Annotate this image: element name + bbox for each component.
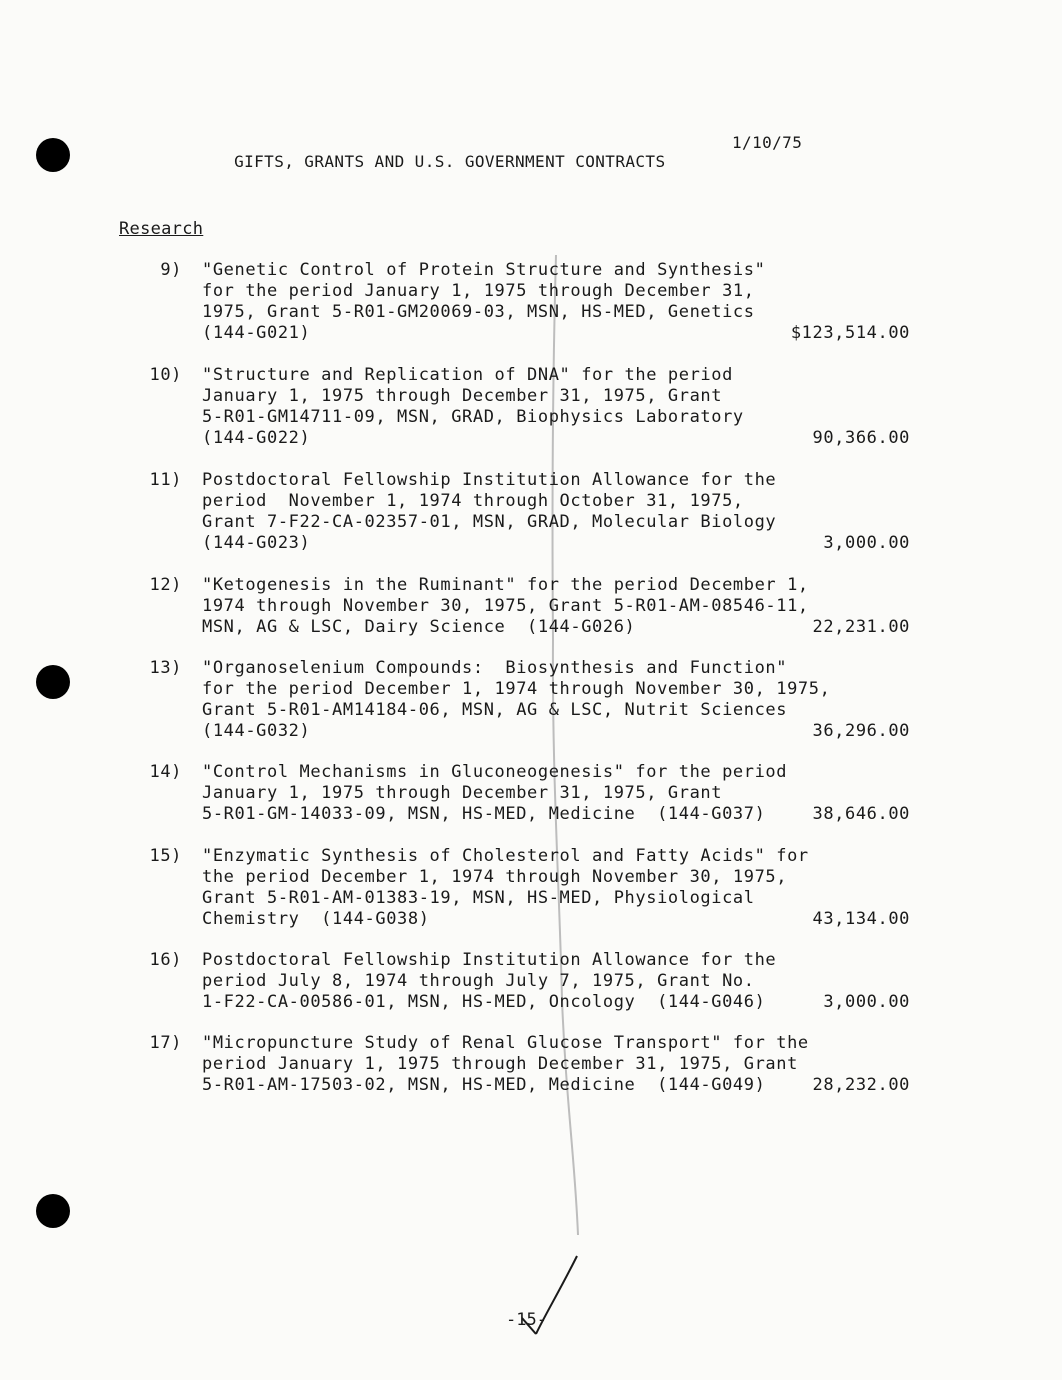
entry-amount: $123,514.00 xyxy=(790,323,910,343)
page-number: -15- xyxy=(506,1310,547,1330)
entry-description: Postdoctoral Fellowship Institution Allowance for the period November 1, 1974 through October 31, 1975, Grant 7-F22-CA-02357-01, MSN, GRAD, Molecular Biology (144-G023) xyxy=(202,470,777,553)
entry-number: 9) xyxy=(160,260,182,280)
entry-description: "Structure and Replication of DNA" for the period January 1, 1975 through December 31, 1975, Grant 5-R01-GM14711-09, MSN, GRAD, Biophysics Laboratory (144-G022) xyxy=(202,365,744,448)
entry-number: 16) xyxy=(149,950,182,970)
entry-amount: 43,134.00 xyxy=(812,909,910,929)
entry-amount: 90,366.00 xyxy=(812,428,910,448)
entry-number: 11) xyxy=(149,470,182,490)
entry-description: "Micropuncture Study of Renal Glucose Transport" for the period January 1, 1975 through December 31, 1975, Grant 5-R01-AM-17503-02, MSN, HS-MED, Medicine (144-G049) xyxy=(202,1033,809,1095)
header-title: GIFTS, GRANTS AND U.S. GOVERNMENT CONTRACTS xyxy=(234,152,666,171)
entry-number: 10) xyxy=(149,365,182,385)
entry-description: "Control Mechanisms in Gluconeogenesis" for the period January 1, 1975 through December 31, 1975, Grant 5-R01-GM-14033-09, MSN, HS-MED, Medicine (144-G037) xyxy=(202,762,788,824)
entry-description: "Enzymatic Synthesis of Cholesterol and Fatty Acids" for the period December 1, 1974 through November 30, 1975, Grant 5-R01-AM-01383-19, MSN, HS-MED, Physiological Chemistry (144-G038) xyxy=(202,846,809,929)
entry-description: Postdoctoral Fellowship Institution Allowance for the period July 8, 1974 through July 7, 1975, Grant No. 1-F22-CA-00586-01, MSN, HS-MED, Oncology (144-G046) xyxy=(202,950,777,1012)
entry-amount: 28,232.00 xyxy=(812,1075,910,1095)
entry-description: "Genetic Control of Protein Structure and Synthesis" for the period January 1, 1975 through December 31, 1975, Grant 5-R01-GM20069-03, MSN, HS-MED, Genetics (144-G021) xyxy=(202,260,766,343)
entry-amount: 3,000.00 xyxy=(823,992,910,1012)
entry-amount: 36,296.00 xyxy=(812,721,910,741)
entry-amount: 3,000.00 xyxy=(823,533,910,553)
entry-number: 17) xyxy=(149,1033,182,1053)
entry-amount: 38,646.00 xyxy=(812,804,910,824)
header-date: 1/10/75 xyxy=(732,133,803,152)
entry-amount: 22,231.00 xyxy=(812,617,910,637)
entry-number: 15) xyxy=(149,846,182,866)
entry-number: 14) xyxy=(149,762,182,782)
section-heading: Research xyxy=(119,219,204,239)
page-header xyxy=(214,133,803,190)
entry-description: "Ketogenesis in the Ruminant" for the period December 1, 1974 through November 30, 1975, Grant 5-R01-AM-08546-11, MSN, AG & LSC, Dairy Science (144-G026) xyxy=(202,575,809,637)
entry-description: "Organoselenium Compounds: Biosynthesis and Function" for the period December 1, 1974 through November 30, 1975, Grant 5-R01-AM14184-06, MSN, AG & LSC, Nutrit Sciences (144-G032) xyxy=(202,658,831,741)
entry-number: 12) xyxy=(149,575,182,595)
entry-number: 13) xyxy=(149,658,182,678)
